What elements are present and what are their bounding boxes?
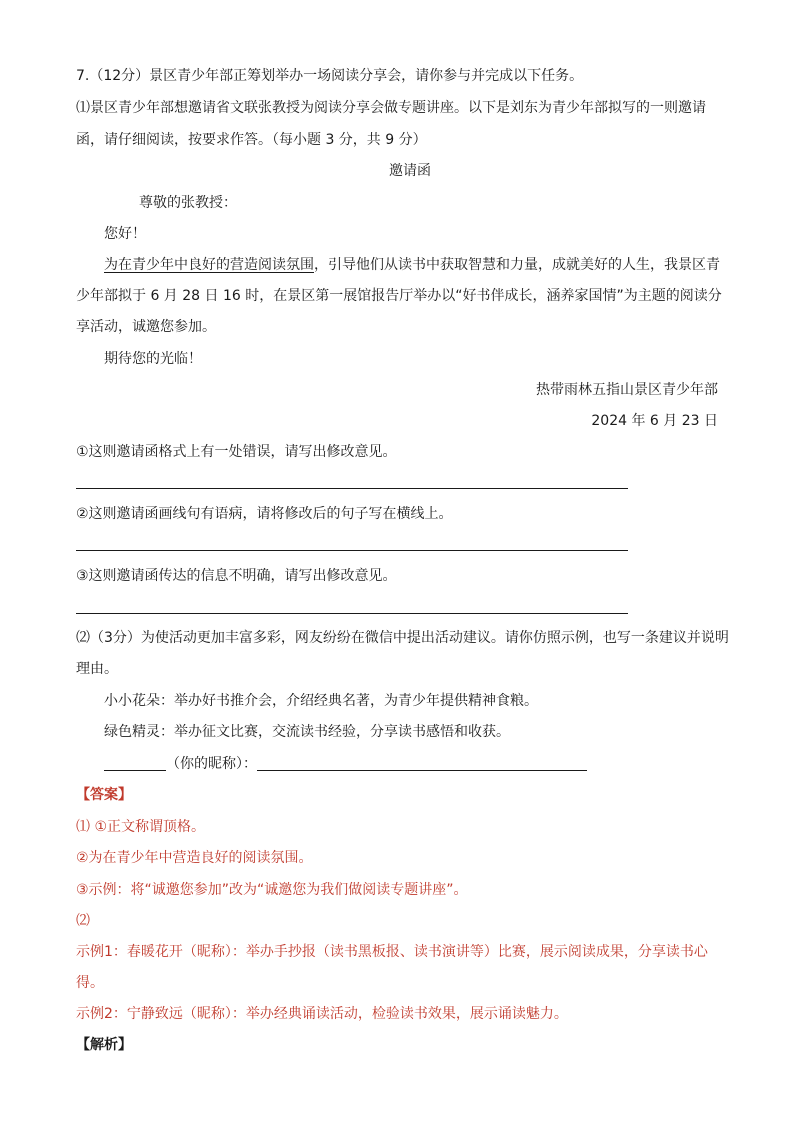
answer-3: ③示例：将“诚邀您参加”改为“诚邀您为我们做阅读专题讲座”。 [76,882,468,898]
letter-body-line1 [104,255,720,275]
letter-sender: 热带雨林五指山景区青少年部 [536,382,718,398]
part1-line2: 函，请仔细阅读，按要求作答。（每小题 3 分，共 9 分） [76,132,427,148]
answer-1 [76,817,205,837]
letter-closing: 期待您的光临！ [104,351,202,367]
subquestion-1: ①这则邀请函格式上有一处错误，请写出修改意见。 [76,444,397,460]
part2-example-2: 绿色精灵：举办征文比赛，交流读书经验，分享读书感悟和收获。 [104,724,510,740]
answer-example1-line2: 得。 [76,975,104,991]
underlined-sentence: 为在青少年中良好的营造阅读氛围 [104,257,314,273]
subquestion-3: ③这则邀请函传达的信息不明确，请写出修改意见。 [76,568,397,584]
suggestion-blank[interactable] [257,754,587,771]
answer-header: 【答案】 [76,787,132,803]
subquestion-2: ②这则邀请函画线句有语病，请将修改后的句子写在横线上。 [76,506,453,522]
letter-salutation: 尊敬的张教授： [139,195,237,211]
analysis-header: 【解析】 [76,1037,132,1053]
part2-line2: 理由。 [76,661,118,677]
answer-1-text: ①正文称谓顶格。 [94,819,206,835]
answer-part2-label: ⑵ [76,913,90,929]
letter-body-line3: 享活动，诚邀您参加。 [76,319,216,335]
part1-line1: ⑴景区青少年部想邀请省文联张教授为阅读分享会做专题讲座。以下是刘东为青少年部拟写的一则邀请 [76,100,706,116]
letter-title: 邀请函 [389,163,431,179]
nickname-blank[interactable] [104,754,166,771]
letter-date: 2024 年 6 月 23 日 [591,413,718,429]
nickname-row [104,754,587,774]
answer-example2: 示例2：宁静致远（昵称）：举办经典诵读活动，检验读书效果，展示诵读魅力。 [76,1006,568,1022]
answer-example1-line1: 示例1：春暖花开（昵称）：举办手抄报（读书黑板报、读书演讲等）比赛，展示阅读成果，分享读书心 [76,944,708,960]
letter-body-line1-rest: ，引导他们从读书中获取智慧和力量，成就美好的人生，我景区青 [314,257,720,273]
answer-part1-label: ⑴ [76,819,90,835]
letter-body-line2: 少年部拟于 6 月 28 日 16 时，在景区第一展馆报告厅举办以“好书伴成长，涵养家国情”为主题的阅读分 [76,288,722,304]
nickname-label: （你的昵称）： [166,756,257,772]
answer-2: ②为在青少年中营造良好的阅读氛围。 [76,850,313,866]
answer-line-1[interactable] [76,488,628,489]
answer-line-2[interactable] [76,550,628,551]
question-intro: 7.（12分）景区青少年部正筹划举办一场阅读分享会，请你参与并完成以下任务。 [76,68,584,84]
letter-greeting: 您好！ [104,226,146,242]
part2-line1: ⑵（3分）为使活动更加丰富多彩，网友纷纷在微信中提出活动建议。请你仿照示例，也写一条建议并说明 [76,630,729,646]
part2-example-1: 小小花朵：举办好书推介会，介绍经典名著，为青少年提供精神食粮。 [104,693,538,709]
answer-line-3[interactable] [76,613,628,614]
